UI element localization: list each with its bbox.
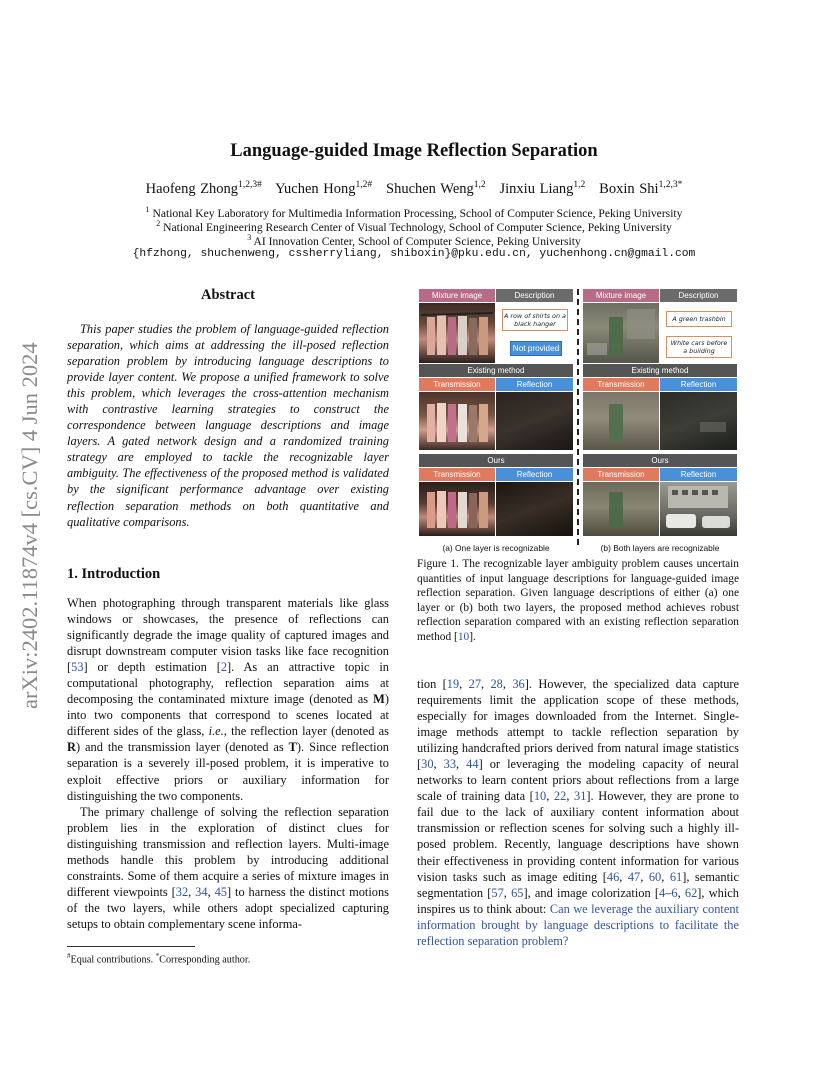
existing-reflection-image xyxy=(660,392,737,450)
ours-reflection-image xyxy=(660,482,737,536)
author: Yuchen Hong$^{1,2\#}$ xyxy=(275,180,373,197)
abstract-text: This paper studies the problem of language-guided reflection separation, which aims at addressing the ill-posed reflection separation problem by introducing language descriptions to provide layer content. We propose a unified framework to solve this problem, which leverages the cross-attention mechanism with contrastive learning strategies to construct the correspondence between language descriptions and image layers. A gated network design and a randomized training strategy are employed to tackle the recognizable layer ambiguity. The effectiveness of the proposed method is validated by the significant performance advantage over existing reflection separation methods on both quantitative and qualitative comparisons. xyxy=(67,322,389,529)
citation-link[interactable]: 61 xyxy=(669,869,683,884)
citation-link[interactable]: 65 xyxy=(511,885,524,900)
description-text: A row of shirts on a black hanger xyxy=(502,309,568,331)
citation-link[interactable]: 28 xyxy=(490,677,503,691)
citation-link[interactable]: 10 xyxy=(533,789,547,804)
citation-link[interactable]: 31 xyxy=(574,789,587,804)
description-label: Description xyxy=(660,289,737,302)
citation-link[interactable]: 60 xyxy=(648,869,662,884)
figure-1 xyxy=(419,289,738,555)
affiliation: $^2$ National Engineering Research Center of Visual Technology, School of Computer Science, Peking University xyxy=(156,219,672,234)
panel-divider xyxy=(577,289,579,545)
citation-link[interactable]: 57 xyxy=(491,885,504,900)
reflection-label: Reflection xyxy=(496,468,573,481)
description-area xyxy=(496,303,573,363)
right-column-text: tion [19, 27, 28, 36]. However, the specialized data capture requirements limit the application scope of these methods, especially for images downloaded from the Internet. Single-image methods attempt to tackle reflection separation by utilizing handcrafted priors derived from natural image statistics [30, 33, 44] or leveraging the modeling capacity of neural networks to learn content priors about reflections from a large scale of training data [10, 22, 31]. However, they are prone to fail due to the lack of auxiliary content information about transmission or reflection scenes for solving such a highly ill-posed problem. Recently, language descriptions have shown their effectiveness in providing content information for various vision tasks such as image editing [46, 47, 60, 61], semantic segmentation [57, 65], and image colorization [4–6, 62], which inspires us to think about: Can we leverage the auxiliary content information brought by language descriptions to facilitate the reflection separation problem? xyxy=(417,677,740,948)
transmission-label: Transmission xyxy=(583,378,659,391)
paragraph: When photographing through transparent materials like glass windows or showcases, the presence of reflections can significantly degrade the image quality of captured images and disrupt downstream computer vision tasks like face recognition [53] or depth estimation [2]. As an attractive topic in computational photography, reflection separation aims at decomposing the contaminated mixture image (denoted as M) into two components that correspond to scenes located at different sides of the glass, i.e., the reflection layer (denoted as R) and the transmission layer (denoted as T). Since reflection separation is a severely ill-posed problem, it is imperative to exploit effective priors or auxiliary information for distinguishing the two components. xyxy=(67,596,389,803)
citation-link[interactable]: 32 xyxy=(175,884,189,899)
description-area xyxy=(660,303,737,363)
citation-link[interactable]: 4 xyxy=(658,885,666,900)
existing-method-label: Existing method xyxy=(419,364,573,377)
author-list xyxy=(0,180,828,198)
citation-link[interactable]: 10 xyxy=(457,630,470,643)
mixture-label: Mixture image xyxy=(583,289,659,302)
author: Shuchen Weng$^{1,2}$ xyxy=(386,180,486,197)
transmission-label: Transmission xyxy=(419,378,495,391)
transmission-label: Transmission xyxy=(583,468,659,481)
citation-link[interactable]: Can we leverage the auxiliary content information brought by language descriptions to facilitate the reflection separation problem? xyxy=(417,901,739,948)
ours-reflection-image xyxy=(496,482,573,536)
description-label: Description xyxy=(496,289,573,302)
figure-panel-b xyxy=(583,289,737,536)
abstract-heading: Abstract xyxy=(201,287,255,303)
citation-link[interactable]: 34 xyxy=(195,884,208,899)
transmission-label: Transmission xyxy=(419,468,495,481)
citation-link[interactable]: 2 xyxy=(220,660,228,675)
existing-transmission-image xyxy=(583,392,659,450)
reflection-label: Reflection xyxy=(660,378,737,391)
ours-label: Ours xyxy=(419,454,573,467)
author: Jinxiu Liang$^{1,2}$ xyxy=(499,180,586,197)
description-text: A green trashbin xyxy=(666,311,732,327)
not-provided-badge: Not provided xyxy=(510,341,562,356)
ours-transmission-image xyxy=(419,482,495,536)
citation-link[interactable]: 44 xyxy=(466,757,479,772)
citation-link[interactable]: 47 xyxy=(627,869,641,884)
description-text: White cars before a building xyxy=(666,336,732,358)
intro-body xyxy=(67,595,389,932)
citation-link[interactable]: 27 xyxy=(468,677,482,691)
mixture-image xyxy=(583,303,659,363)
affiliation: $^1$ National Key Laboratory for Multimedia Information Processing, School of Computer Science, Peking University xyxy=(145,205,683,220)
ours-label: Ours xyxy=(583,454,737,467)
citation-link[interactable]: 36 xyxy=(512,677,525,691)
citation-link[interactable]: 45 xyxy=(214,884,227,899)
citation-link[interactable]: 22 xyxy=(553,789,567,804)
section-heading: 1. Introduction xyxy=(67,566,161,582)
affiliation: $^3$ AI Innovation Center, School of Computer Science, Peking University xyxy=(247,233,581,248)
existing-method-label: Existing method xyxy=(583,364,737,377)
footnote-rule xyxy=(67,946,195,947)
arxiv-id: arXiv:2402.11874v4 [cs.CV] 4 Jun 2024 xyxy=(17,342,42,709)
mixture-label: Mixture image xyxy=(419,289,495,302)
existing-reflection-image xyxy=(496,392,573,450)
citation-link[interactable]: 30 xyxy=(421,757,434,772)
ours-transmission-image xyxy=(583,482,659,536)
subcaption-a: (a) One layer is recognizable xyxy=(442,543,550,553)
citation-link[interactable]: 33 xyxy=(443,757,457,772)
reflection-label: Reflection xyxy=(496,378,573,391)
subcaption-b: (b) Both layers are recognizable xyxy=(600,543,720,553)
reflection-label: Reflection xyxy=(660,468,737,481)
footnote: #Equal contributions. *Corresponding author. xyxy=(67,952,251,966)
arxiv-stamp xyxy=(10,295,44,715)
author: Haofeng Zhong$^{1,2,3\#}$ xyxy=(145,180,262,197)
mixture-image xyxy=(419,303,495,363)
citation-link[interactable]: 46 xyxy=(606,869,620,884)
emails: {hfzhong, shuchenweng, cssherryliang, shiboxin}@pku.edu.cn, yuchenhong.cn@gmail.com xyxy=(132,248,696,260)
existing-transmission-image xyxy=(419,392,495,450)
author: Boxin Shi$^{1,2,3*}$ xyxy=(599,180,683,197)
paper-title: Language-guided Image Reflection Separation xyxy=(230,141,598,161)
figure-panel-a xyxy=(419,289,573,536)
figure-caption: Figure 1. The recognizable layer ambiguity problem causes uncertain quantities of input language descriptions for language-guided image reflection separation. Given language descriptions of either (a) one layer or (b) both two layers, the proposed method achieves robust reflection separation compared with an existing reflection separation method [10]. xyxy=(417,558,739,643)
citation-link[interactable]: 53 xyxy=(71,660,84,675)
citation-link[interactable]: 6 xyxy=(671,885,678,900)
paragraph: The primary challenge of solving the reflection separation problem lies in the exploration of distinct clues for distinguishing transmission and reflection layers. Multi-image methods handle this problem by introducing additional constraints. Some of them acquire a series of mixture images in different viewpoints [32, 34, 45] to harness the distinct motions of the two layers, while others adopt specialized capturing setups to obtain complementary scene informa- xyxy=(67,804,389,931)
citation-link[interactable]: 62 xyxy=(684,885,698,900)
citation-link[interactable]: 19 xyxy=(446,677,460,691)
